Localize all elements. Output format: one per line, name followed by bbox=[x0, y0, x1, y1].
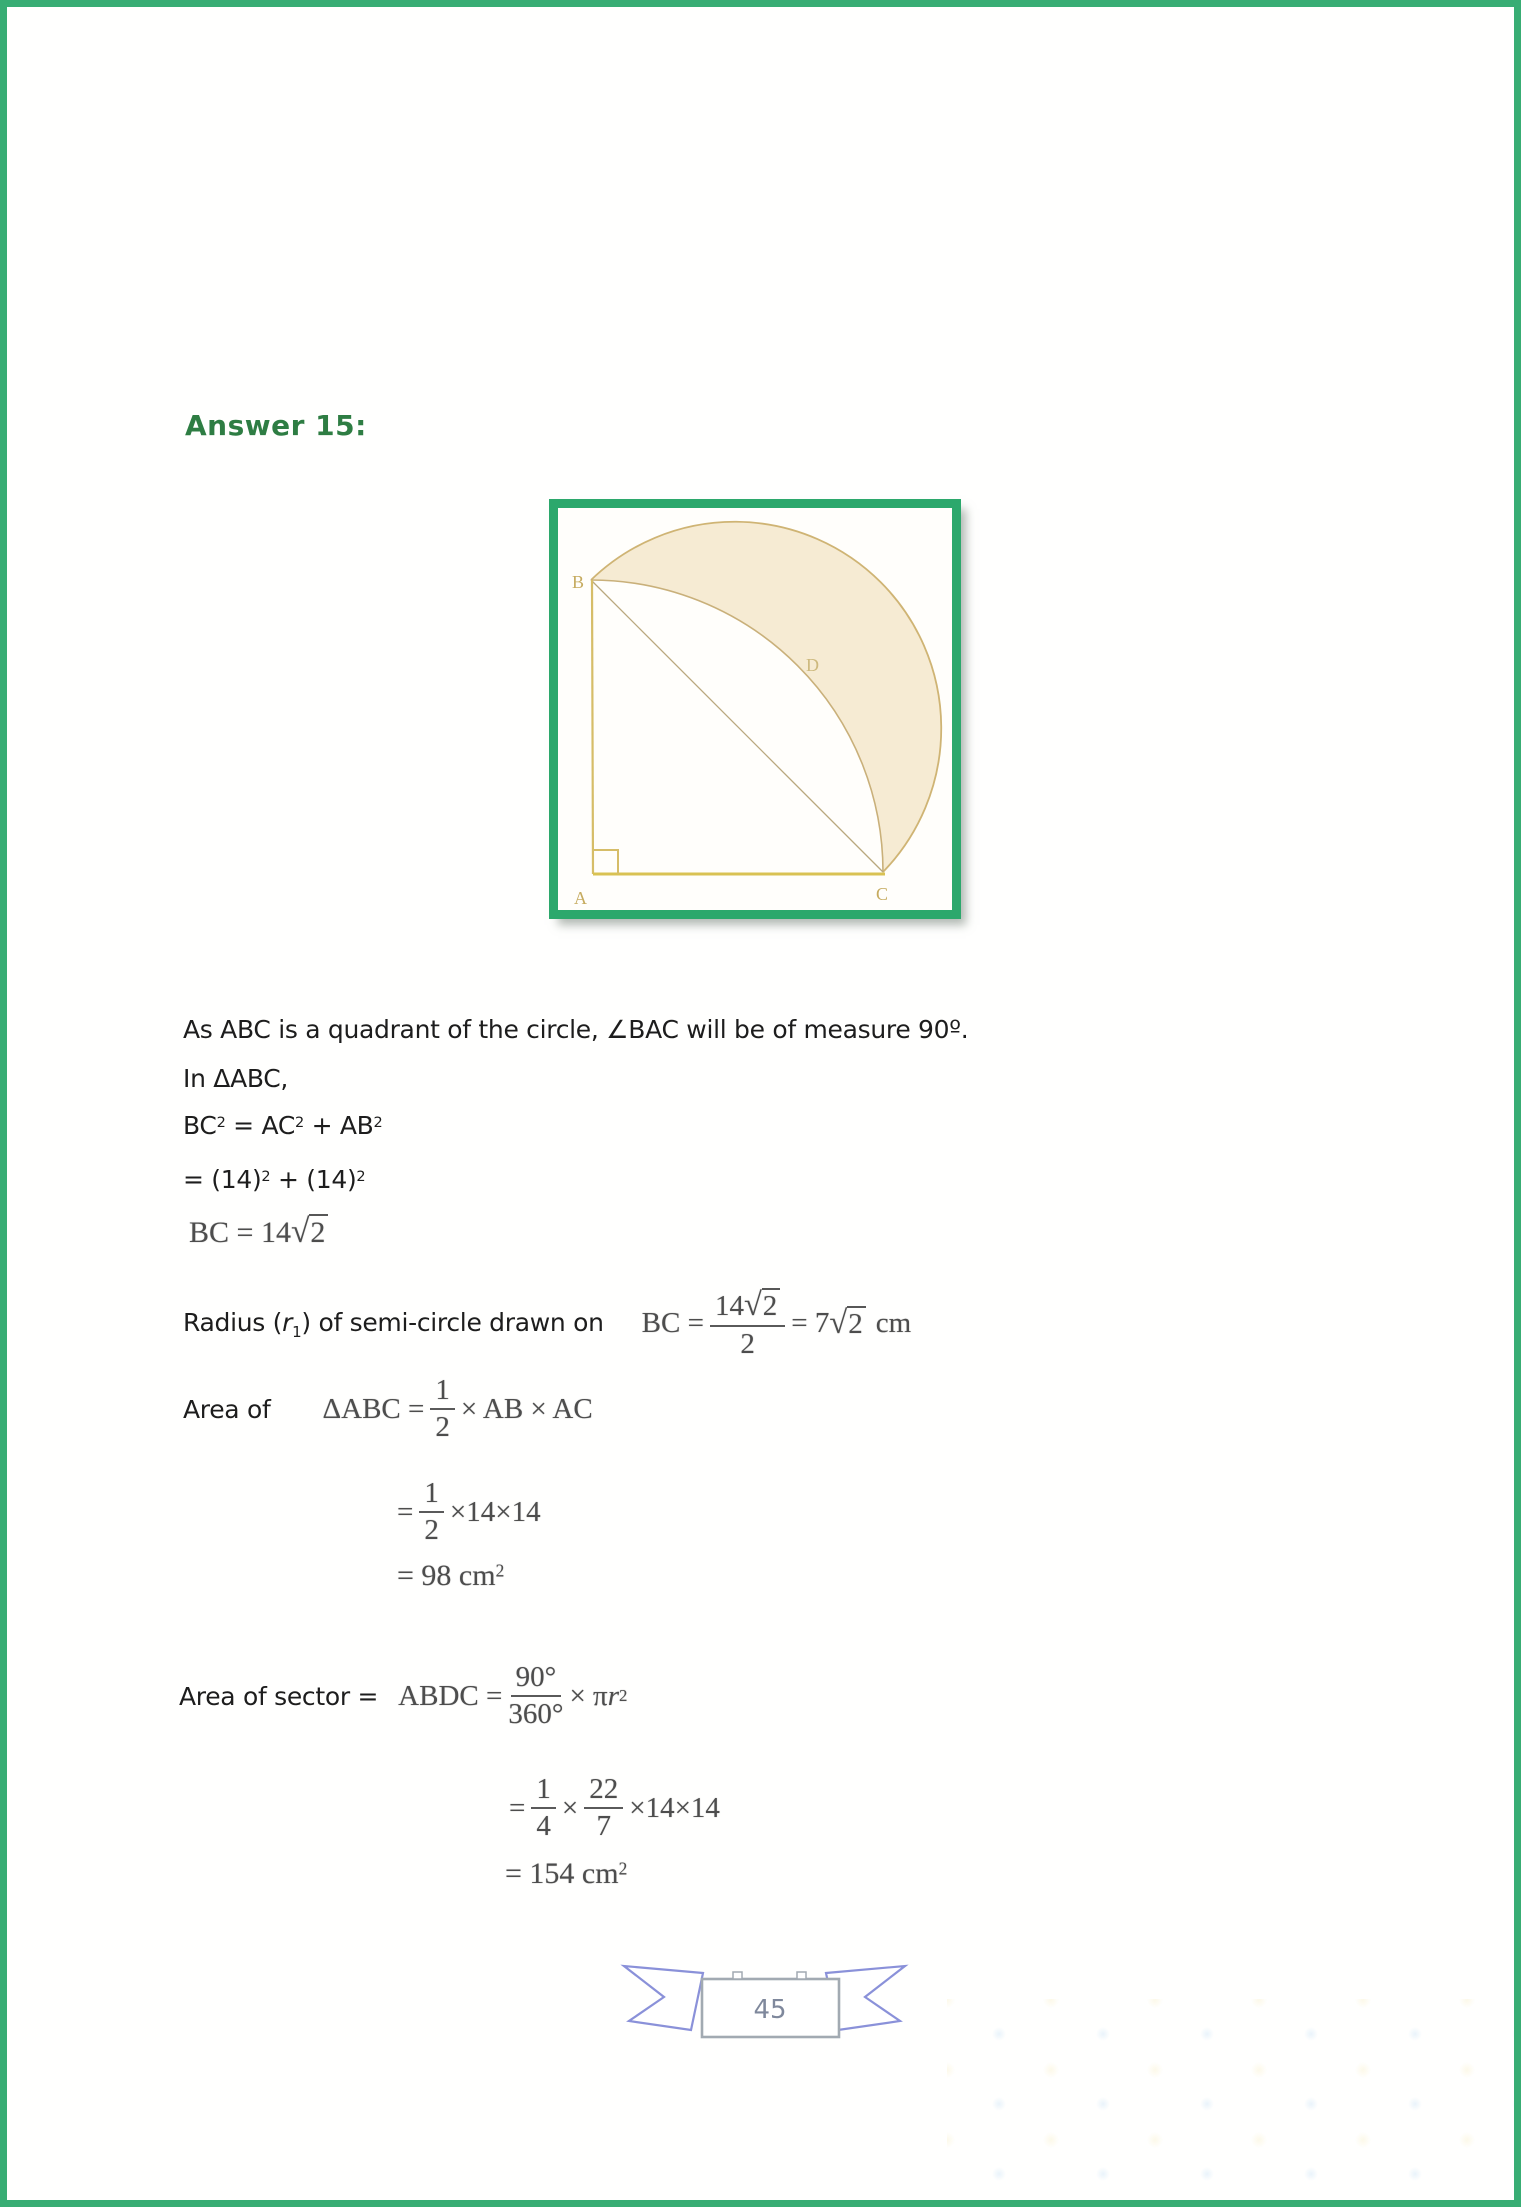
label-c: C bbox=[876, 884, 889, 904]
page-number: 45 bbox=[753, 1995, 787, 2025]
radicand: 2 bbox=[309, 1214, 328, 1249]
frac-den-2: 2 bbox=[435, 1411, 450, 1443]
area-of-label: Area of bbox=[183, 1394, 271, 1424]
frac-den-2: 2 bbox=[424, 1514, 439, 1546]
ribbon-fold-left bbox=[733, 1972, 742, 1979]
frac-num-22: 22 bbox=[584, 1774, 623, 1809]
result-98-sup: 2 bbox=[495, 1560, 505, 1581]
sector-equation bbox=[398, 1662, 627, 1731]
subst-14a: = (14) bbox=[183, 1165, 262, 1194]
quarter-product-line bbox=[509, 1771, 720, 1845]
area-eq-lhs: ΔABC = bbox=[322, 1392, 425, 1425]
pyth-sup2: 2 bbox=[294, 1114, 304, 1131]
unit-cm: cm bbox=[875, 1307, 912, 1340]
frac-num-1: 1 bbox=[430, 1375, 455, 1410]
frac-num-14: 14 bbox=[714, 1289, 744, 1322]
result-154-sup: 2 bbox=[618, 1858, 628, 1879]
eq-bc-pre: BC = 14 bbox=[189, 1216, 291, 1249]
radicand: 2 bbox=[847, 1306, 866, 1340]
statement-in-triangle bbox=[183, 1064, 288, 1093]
equals-sign: = bbox=[509, 1791, 526, 1824]
frac-num-1: 1 bbox=[531, 1774, 556, 1809]
answer-heading: Answer 15: bbox=[185, 409, 367, 442]
fraction-1-over-4 bbox=[531, 1774, 556, 1843]
radical-sign: √ bbox=[743, 1286, 762, 1323]
radius-var: r bbox=[282, 1307, 293, 1337]
quarter-product-rhs: ×14×14 bbox=[629, 1791, 720, 1824]
radicand: 2 bbox=[762, 1288, 781, 1322]
radius-label-pre: Radius ( bbox=[183, 1307, 283, 1337]
radius-equation bbox=[642, 1288, 912, 1360]
radius-sub: 1 bbox=[292, 1322, 302, 1341]
pythagoras-line bbox=[183, 1111, 382, 1140]
quadrant-semicircle-figure bbox=[558, 508, 952, 910]
radius-label bbox=[183, 1308, 604, 1341]
radical-sign: √ bbox=[829, 1305, 848, 1342]
fraction-1-over-2 bbox=[419, 1478, 444, 1547]
radius-label-post: ) of semi-circle drawn on bbox=[301, 1307, 604, 1337]
frac-num-90: 90° bbox=[511, 1662, 562, 1697]
subst-14b: + (14) bbox=[270, 1165, 357, 1194]
sector-eq-rvar: r bbox=[607, 1679, 619, 1712]
frac-den-7: 7 bbox=[596, 1810, 611, 1842]
area-sector-line bbox=[179, 1657, 627, 1735]
pyth-sup1: 2 bbox=[216, 1114, 226, 1131]
ribbon-left-tail bbox=[624, 1966, 703, 2030]
label-a: A bbox=[574, 888, 587, 908]
figure-box bbox=[549, 499, 961, 919]
result-154-text: = 154 cm bbox=[505, 1857, 619, 1890]
fraction-90-over-360 bbox=[508, 1662, 563, 1731]
right-angle-marker bbox=[593, 850, 618, 874]
sector-eq-lhs: ABDC = bbox=[398, 1679, 503, 1712]
label-b: B bbox=[572, 572, 585, 592]
subst-sup2: 2 bbox=[356, 1168, 366, 1185]
subst-sup1: 2 bbox=[261, 1168, 271, 1185]
result-98 bbox=[397, 1559, 504, 1593]
statement-quadrant-text: As ABC is a quadrant of the circle, ∠BAC will be of measure 90º. bbox=[183, 1015, 969, 1044]
result-154 bbox=[505, 1857, 627, 1891]
radical-sign: √ bbox=[290, 1213, 310, 1250]
fraction-22-over-7 bbox=[584, 1774, 623, 1843]
eq-bc-value bbox=[189, 1213, 328, 1251]
statement-in-triangle-text: In ΔABC, bbox=[183, 1064, 289, 1093]
frac-den-4: 4 bbox=[536, 1810, 551, 1842]
half-product-line bbox=[397, 1475, 541, 1549]
sector-eq-sup: 2 bbox=[619, 1686, 628, 1705]
result-98-text: = 98 cm bbox=[397, 1559, 496, 1592]
radius-eq-mid: = 7 bbox=[791, 1307, 830, 1340]
side-ab bbox=[592, 580, 593, 874]
equals-sign: = bbox=[397, 1495, 414, 1528]
label-d: D bbox=[806, 655, 819, 675]
watermark-pattern bbox=[947, 1999, 1517, 2204]
frac-num-1: 1 bbox=[419, 1478, 444, 1513]
pyth-bc: BC bbox=[183, 1111, 217, 1140]
fraction-14sqrt2-over-2 bbox=[710, 1288, 785, 1360]
fraction-1-over-2 bbox=[430, 1375, 455, 1444]
page-number-ribbon bbox=[617, 1952, 912, 2047]
area-sector-label: Area of sector = bbox=[179, 1681, 379, 1711]
area-triangle-line bbox=[183, 1373, 593, 1445]
radius-eq-lhs: BC = bbox=[641, 1307, 704, 1340]
shaded-lune bbox=[591, 522, 941, 872]
pyth-sup3: 2 bbox=[373, 1114, 383, 1131]
area-triangle-equation bbox=[322, 1375, 592, 1444]
pyth-ab: + AB bbox=[303, 1111, 374, 1140]
frac-den-2: 2 bbox=[740, 1327, 755, 1360]
pyth-ac: = AC bbox=[225, 1111, 295, 1140]
sector-eq-mid: × π bbox=[569, 1679, 608, 1712]
half-product-rhs: ×14×14 bbox=[449, 1495, 541, 1528]
statement-quadrant bbox=[183, 1015, 968, 1044]
frac-den-360: 360° bbox=[508, 1698, 564, 1730]
ribbon-fold-right bbox=[797, 1972, 806, 1979]
area-eq-rhs: × AB × AC bbox=[460, 1392, 593, 1425]
substitution-line bbox=[183, 1165, 365, 1194]
times-sign: × bbox=[561, 1791, 579, 1824]
radius-line bbox=[183, 1277, 911, 1371]
